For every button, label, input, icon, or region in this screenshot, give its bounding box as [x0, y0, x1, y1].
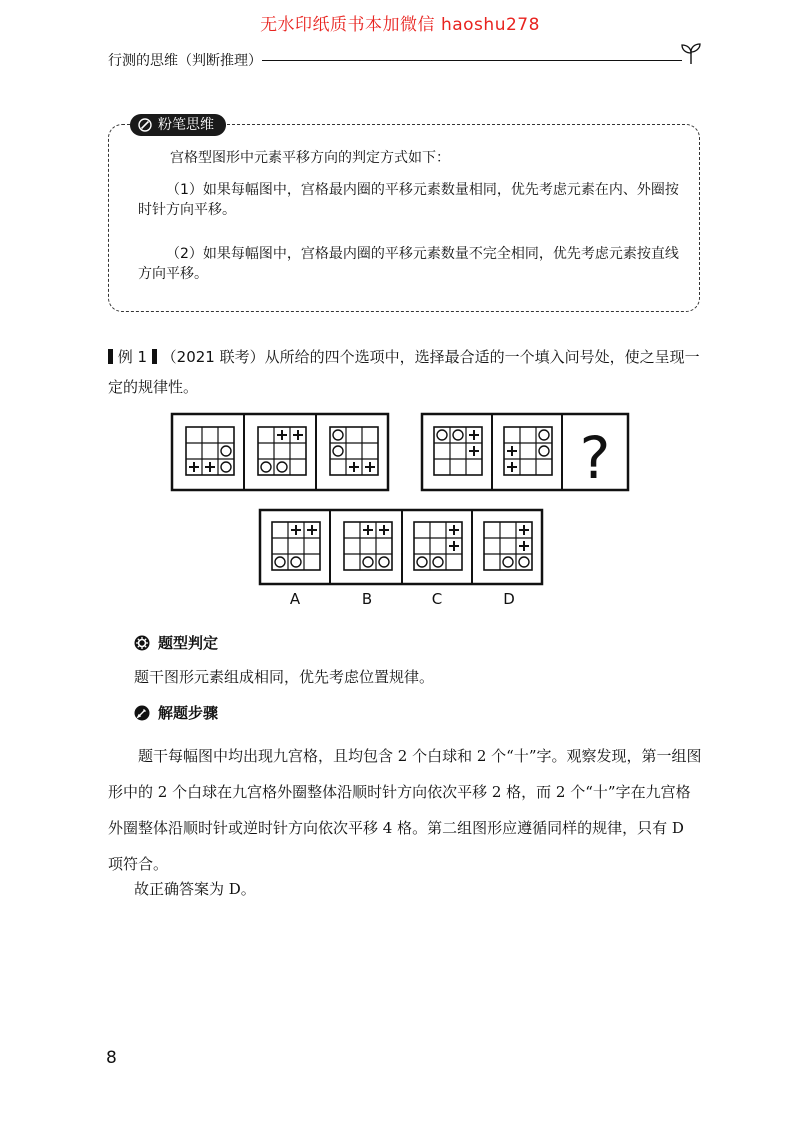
question-figure — [170, 410, 630, 494]
section-solution-steps-title: 解题步骤 — [158, 704, 219, 722]
figure-panel-2 — [258, 427, 306, 475]
group-two — [422, 414, 628, 492]
section-solution-steps — [134, 702, 218, 723]
page-number: 8 — [106, 1048, 117, 1068]
section-type-judgment-text: 题干图形元素组成相同，优先考虑位置规律。 — [134, 668, 435, 686]
option-label-b: B — [361, 590, 373, 608]
option-panel-a[interactable] — [272, 522, 320, 570]
pen-icon — [134, 705, 150, 721]
thinking-rule-1: （1）如果每幅图中，宫格最内圈的平移元素数量相同，优先考虑元素在内、外圈按时针方向平移。 — [138, 182, 679, 218]
example-label: 例 1 — [117, 348, 148, 366]
running-header-title: 行测的思维（判断推理） — [108, 53, 262, 69]
gear-icon — [134, 635, 150, 651]
figure-panel-1 — [186, 427, 234, 475]
example-bar-right — [152, 349, 157, 364]
figure-panel-4 — [434, 427, 482, 475]
thinking-tag-label: 粉笔思维 — [158, 117, 214, 133]
section-type-judgment — [134, 632, 218, 653]
answer-text: 故正确答案为 D。 — [134, 880, 256, 898]
question-mark: ? — [579, 424, 611, 492]
option-label-d: D — [503, 590, 515, 608]
option-label-c: C — [431, 590, 443, 608]
thinking-intro: 宫格型图形中元素平移方向的判定方式如下： — [170, 150, 450, 166]
example-text: （2021 联考）从所给的四个选项中，选择最合适的一个填入问号处，使之呈现一定的规律性。 — [108, 348, 700, 396]
option-label-a: A — [289, 590, 301, 608]
chalk-icon — [138, 118, 152, 132]
example-bar-left — [108, 349, 113, 364]
thinking-tag — [130, 114, 226, 136]
group-one — [172, 414, 388, 490]
thinking-rule-2: （2）如果每幅图中，宫格最内圈的平移元素数量不完全相同，优先考虑元素按直线方向平移。 — [138, 246, 679, 282]
example-question — [108, 342, 702, 402]
header-rule — [262, 60, 682, 61]
watermark-text: 无水印纸质书本加微信 haoshu278 — [260, 15, 540, 35]
sprout-icon — [678, 40, 704, 66]
option-panel-d[interactable] — [484, 522, 532, 570]
options-figure — [258, 508, 544, 586]
figure-panel-5 — [504, 427, 552, 475]
section-type-judgment-title: 题型判定 — [158, 634, 219, 652]
option-panel-c[interactable] — [414, 522, 462, 570]
section-solution-steps-text: 题干每幅图中均出现九宫格，且均包含 2 个白球和 2 个“十”字。观察发现，第一组图形中的 2 个白球在九宫格外圈整体沿顺时针方向依次平移 2 格，而 2 个“十”字在九宫格外圈整体沿顺时针或逆时针方向依次平移 4 格。第二组图形应遵循同样的规律，只有 D 项符合。 — [108, 747, 702, 873]
figure-panel-3 — [330, 427, 378, 475]
option-panel-b[interactable] — [344, 522, 392, 570]
